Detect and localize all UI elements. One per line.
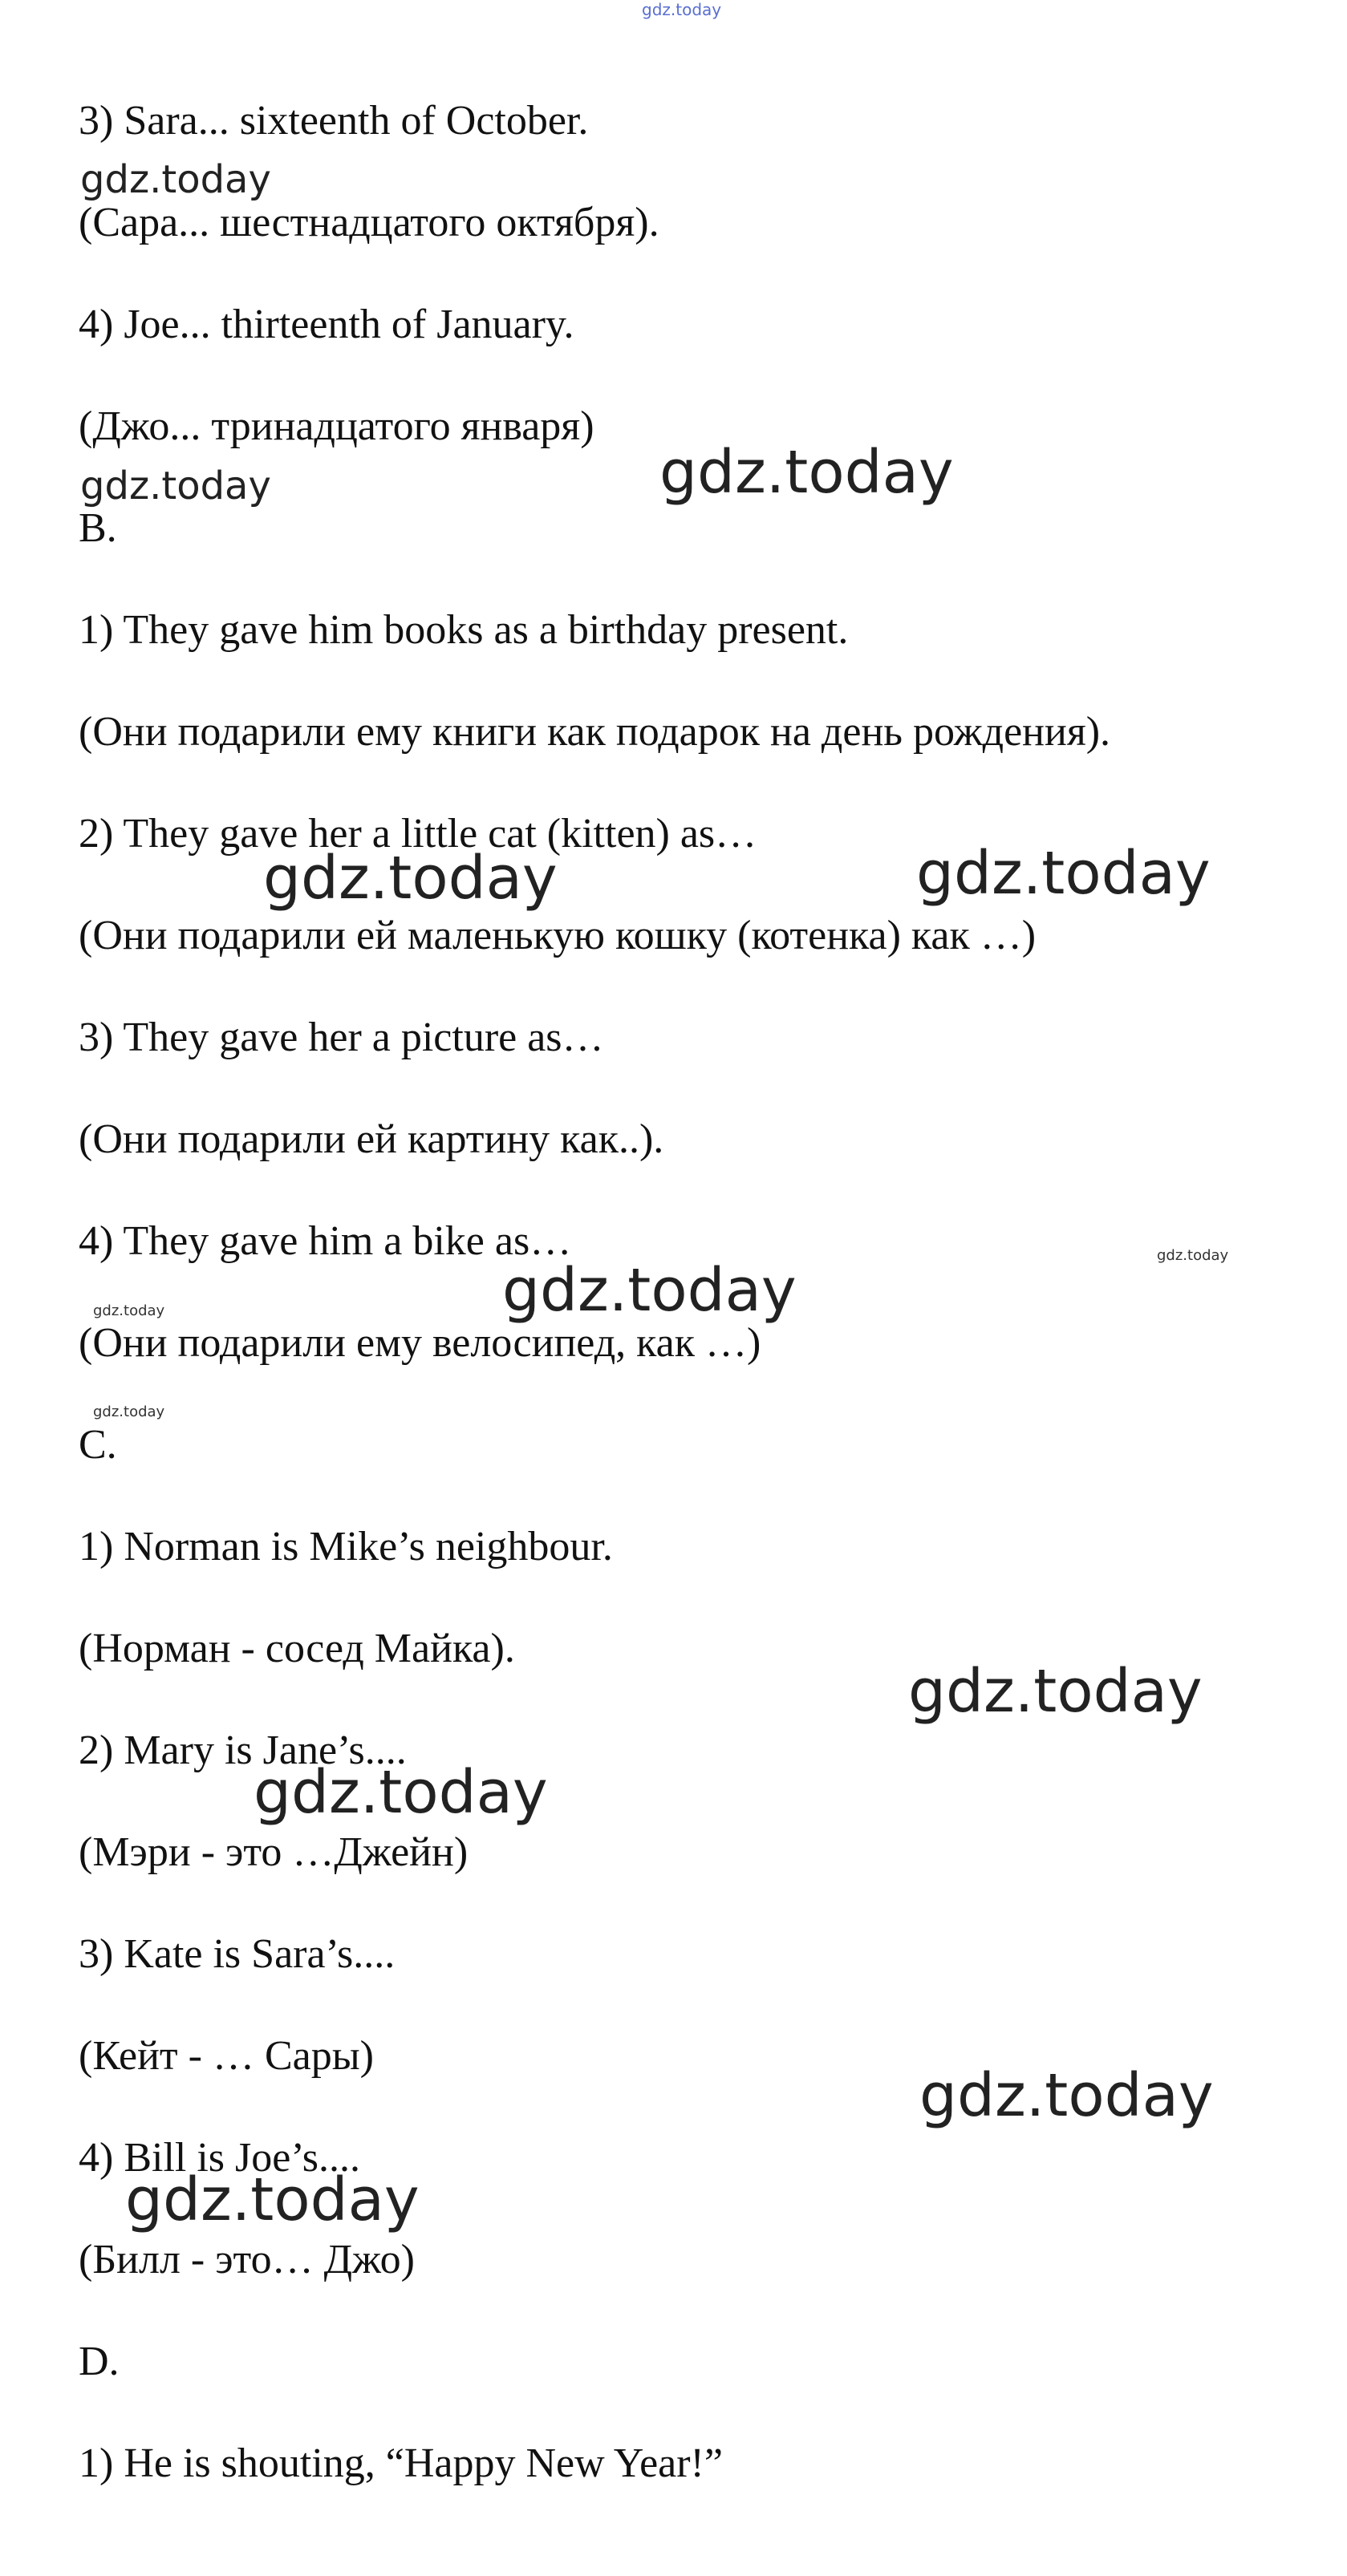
- text-line: 4) Joe... thirteenth of January.: [79, 302, 574, 347]
- watermark: gdz.today: [659, 438, 954, 507]
- text-line: 2) They gave her a little cat (kitten) as…: [79, 811, 757, 857]
- watermark: gdz.today: [125, 2165, 420, 2234]
- text-line: 1) He is shouting, “Happy New Year!”: [79, 2440, 723, 2486]
- watermark: gdz.today: [254, 1758, 548, 1827]
- text-line: (Они подарили ему книги как подарок на день рождения).: [79, 709, 1111, 755]
- text-line: (Они подарили ей картину как..).: [79, 1116, 664, 1162]
- watermark: gdz.today: [502, 1256, 797, 1325]
- text-line: (Они подарили ей маленькую кошку (котенка) как …): [79, 913, 1037, 958]
- text-line: 3) Kate is Sara’s....: [79, 1931, 396, 1977]
- text-line: 1) Norman is Mike’s neighbour.: [79, 1524, 613, 1569]
- watermark: gdz.today: [93, 1403, 165, 1420]
- watermark: gdz.today: [642, 0, 722, 19]
- section-heading: C.: [79, 1422, 117, 1468]
- text-line: (Кейт - … Сары): [79, 2033, 374, 2079]
- text-line: (Сара... шестнадцатого октября).: [79, 200, 659, 245]
- text-line: 3) Sara... sixteenth of October.: [79, 98, 589, 144]
- watermark: gdz.today: [80, 157, 271, 202]
- section-heading: D.: [79, 2339, 120, 2384]
- watermark: gdz.today: [908, 1657, 1203, 1726]
- text-line: 4) Bill is Joe’s....: [79, 2135, 361, 2181]
- text-line: 2) Mary is Jane’s....: [79, 1727, 407, 1773]
- text-line: 3) They gave her a picture as…: [79, 1015, 604, 1060]
- text-line: (Билл - это… Джо): [79, 2237, 415, 2282]
- text-line: 4) They gave him a bike as…: [79, 1218, 572, 1264]
- text-line: 1) They gave him books as a birthday present.: [79, 607, 849, 653]
- text-line: (Они подарили ему велосипед, как …): [79, 1320, 761, 1366]
- section-heading: B.: [79, 505, 117, 551]
- watermark: gdz.today: [263, 844, 558, 913]
- watermark: gdz.today: [916, 839, 1211, 908]
- text-line: (Мэри - это …Джейн): [79, 1829, 469, 1875]
- watermark: gdz.today: [93, 1302, 165, 1319]
- watermark: gdz.today: [80, 464, 271, 508]
- text-line: (Норман - сосед Майка).: [79, 1626, 515, 1671]
- text-line: (Джо... тринадцатого января): [79, 403, 594, 449]
- watermark: gdz.today: [919, 2061, 1214, 2130]
- watermark: gdz.today: [1157, 1247, 1229, 1264]
